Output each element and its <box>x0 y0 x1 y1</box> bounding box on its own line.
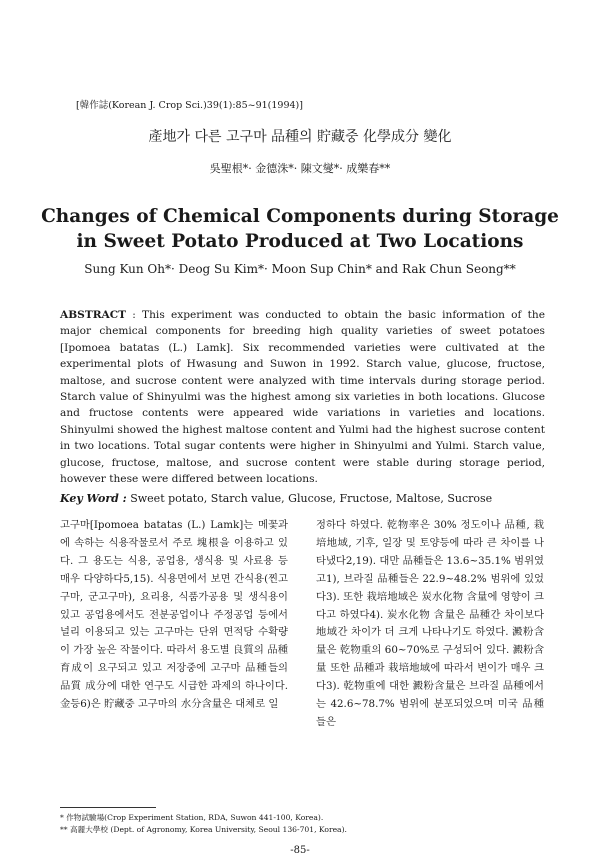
abstract <box>60 307 545 487</box>
keywords <box>60 492 545 505</box>
abstract-label: ABSTRACT <box>60 309 127 321</box>
body-right-text: 정하다 하였다. 乾物率은 30% 정도이나 品種, 栽培地域, 기후, 일장 및 토양등에 따라 큰 차이를 나타냈다2,19). 대만 品種들은 13.6~35.1% 범위였고1), 브라질 品種들은 22.9~48.2% 범위에 있었다3). 또한 栽培地域은 炭水化物 含量에 영향이 크다고 하였다4). 炭水化物 含量은 品種간 차이보다 地域간 차이가 더 크게 나타나기도 하였다. 澱粉含量은 乾物重의 60~70%로 구성되어 있다. 澱粉含量 또한 品種과 栽培地域에 따라서 변이가 매우 크다3). 乾物重에 대한 澱粉含量은 브라질 品種에서는 42.6~78.7% 범위에 분포되었으며 미국 品種들은 <box>316 519 544 728</box>
footnote-divider <box>60 807 156 808</box>
page-number: -85- <box>290 845 310 856</box>
footnote-1: * 作物試驗場(Crop Experiment Station, RDA, Suwon 441-100, Korea). <box>60 813 324 822</box>
keywords-text: Sweet potato, Starch value, Glucose, Fructose, Maltose, Sucrose <box>130 492 493 505</box>
body-right-column <box>316 517 544 732</box>
body-left-text: 고구마[Ipomoea batatas (L.) Lamk]는 메꽃과에 속하는 식용작물로서 주로 塊根을 이용하고 있다. 그 용도는 식용, 공업용, 생식용 및 사료용 등 매우 다양하다5,15). 식용면에서 보면 간식용(찐고구마, 군고구마), 요리용, 식품가공용 및 생식용이 있고 공업용에서도 전분공업이나 주정공업 등에서 널리 이용되고 있는 고구마는 단위 면적당 수확량이 가장 높은 작물이다. 따라서 용도별 良質의 品種 育成이 요구되고 있고 저장중에 고구마 品種들의 品質 成分에 대한 연구도 시급한 과제의 하나이다. 金등6)은 貯藏중 고구마의 水分含量은 대체로 일 <box>60 519 288 711</box>
authors-english: Sung Kun Oh*· Deog Su Kim*· Moon Sup Chin* and Rak Chun Seong** <box>84 262 516 276</box>
journal-reference: [韓作誌(Korean J. Crop Sci.)39(1):85~91(1994)] <box>76 100 303 111</box>
title-korean: 產地가 다른 고구마 品種의 貯藏중 化學成分 變化 <box>148 129 452 145</box>
title-english: Changes of Chemical Components during Storage in Sweet Potato Produced at Two Locations <box>41 206 559 252</box>
abstract-text: : This experiment was conducted to obtain the basic information of the major chemical components for breeding high quality varieties of sweet potatoes [Ipomoea batatas (L.) Lamk]. Six recommended varieties were cultivated at the experimental plots of Hwasung and Suwon in 1992. Starch value, glucose, fructose, maltose, and sucrose content were analyzed with time intervals during storage period. Starch value of Shinyulmi was the highest among six varieties in both locations. Glucose and fructose contents were appeared wide variations in varieties and locations. Shinyulmi showed the highest maltose content and Yulmi had the highest sucrose content in two locations. Total sugar contents were higher in Shinyulmi and Yulmi. Starch value, glucose, fructose, maltose, and sucrose content were stable during storage period, however these were differed between locations. <box>60 309 545 486</box>
keywords-label: Key Word : <box>60 492 127 505</box>
footnote-2: ** 高麗大學校 (Dept. of Agronomy, Korea University, Seoul 136-701, Korea). <box>60 825 347 834</box>
authors-korean: 吳聖根*· 金德洙*· 陳文燮*· 成樂春** <box>209 162 391 175</box>
body-left-column <box>60 517 288 714</box>
